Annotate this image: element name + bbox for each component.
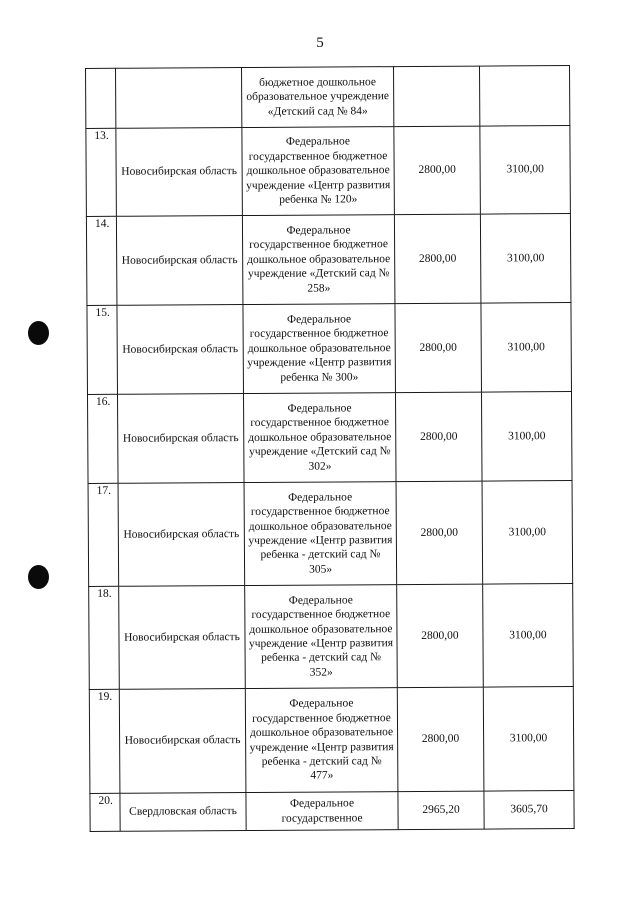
page-number: 5 — [316, 35, 324, 51]
region-cell — [116, 68, 242, 129]
row-number-cell: 19. — [89, 689, 120, 793]
region-cell: Новосибирская область — [116, 216, 243, 306]
table-row — [86, 126, 571, 217]
punch-hole — [28, 565, 49, 589]
row-number-cell: 20. — [90, 793, 120, 831]
institution-cell: Федеральное государственное бюджетное дошкольное образовательное учреждение «Центр развития ребенка - детский сад № 477» — [245, 688, 398, 793]
table-row — [86, 214, 571, 306]
region-cell: Новосибирская область — [119, 586, 246, 690]
row-number-cell — [86, 68, 116, 128]
institution-cell: Федеральное государственное бюджетное дошкольное образовательное учреждение «Детский сад № 302» — [243, 393, 396, 483]
value-1-cell: 2800,00 — [394, 126, 481, 215]
value-1-cell: 2800,00 — [395, 392, 482, 482]
institution-cell: Федеральное государственное бюджетное дошкольное образовательное учреждение «Центр развития ребенка - детский сад № 352» — [245, 585, 398, 689]
region-cell: Новосибирская область — [117, 305, 244, 395]
region-cell: Новосибирская область — [116, 128, 243, 217]
value-2-cell — [479, 66, 569, 127]
institution-cell: Федеральное государственное бюджетное дошкольное образовательное учреждение «Центр развития ребенка № 120» — [242, 127, 395, 216]
value-1-cell: 2800,00 — [397, 687, 484, 792]
value-2-cell: 3100,00 — [481, 392, 572, 482]
row-number-cell: 13. — [86, 128, 117, 216]
region-cell: Свердловская область — [120, 793, 246, 832]
region-cell: Новосибирская область — [119, 689, 246, 794]
value-1-cell: 2800,00 — [397, 584, 484, 688]
allocation-table — [85, 65, 575, 832]
value-2-cell: 3100,00 — [483, 584, 574, 688]
row-number-cell: 15. — [87, 305, 118, 394]
value-2-cell: 3100,00 — [480, 214, 571, 304]
value-1-cell: 2800,00 — [394, 214, 481, 304]
row-number-cell: 16. — [87, 394, 118, 483]
value-2-cell: 3100,00 — [482, 481, 573, 585]
value-2-cell: 3100,00 — [483, 687, 574, 792]
value-1-cell — [393, 66, 479, 127]
value-1-cell: 2800,00 — [396, 481, 483, 585]
institution-cell: Федеральное государственное бюджетное дошкольное образовательное учреждение «Детский сад № 258» — [242, 215, 395, 305]
table-row — [88, 481, 573, 587]
institution-cell: Федеральное государственное — [246, 792, 398, 831]
table-row — [89, 584, 574, 690]
institution-cell: Федеральное государственное бюджетное дошкольное образовательное учреждение «Центр развития ребенка - детский сад № 305» — [244, 482, 397, 586]
row-number-cell: 14. — [86, 216, 117, 305]
value-2-cell: 3100,00 — [480, 126, 571, 215]
value-1-cell: 2965,20 — [398, 791, 484, 830]
institution-cell: Федеральное государственное бюджетное дошкольное образовательное учреждение «Центр развития ребенка № 300» — [243, 304, 396, 394]
value-1-cell: 2800,00 — [395, 303, 482, 393]
value-2-cell: 3605,70 — [484, 791, 574, 830]
table-row — [90, 791, 574, 832]
punch-hole — [28, 321, 49, 345]
value-2-cell: 3100,00 — [481, 303, 572, 393]
row-number-cell: 18. — [89, 586, 120, 689]
region-cell: Новосибирская область — [117, 394, 244, 484]
table-row — [87, 392, 572, 484]
table-row — [86, 66, 570, 129]
table-row — [87, 303, 572, 395]
region-cell: Новосибирская область — [118, 483, 245, 587]
institution-cell: бюджетное дошкольное образовательное учреждение «Детский сад № 84» — [242, 67, 394, 128]
table-row — [89, 687, 574, 794]
row-number-cell: 17. — [88, 483, 119, 586]
